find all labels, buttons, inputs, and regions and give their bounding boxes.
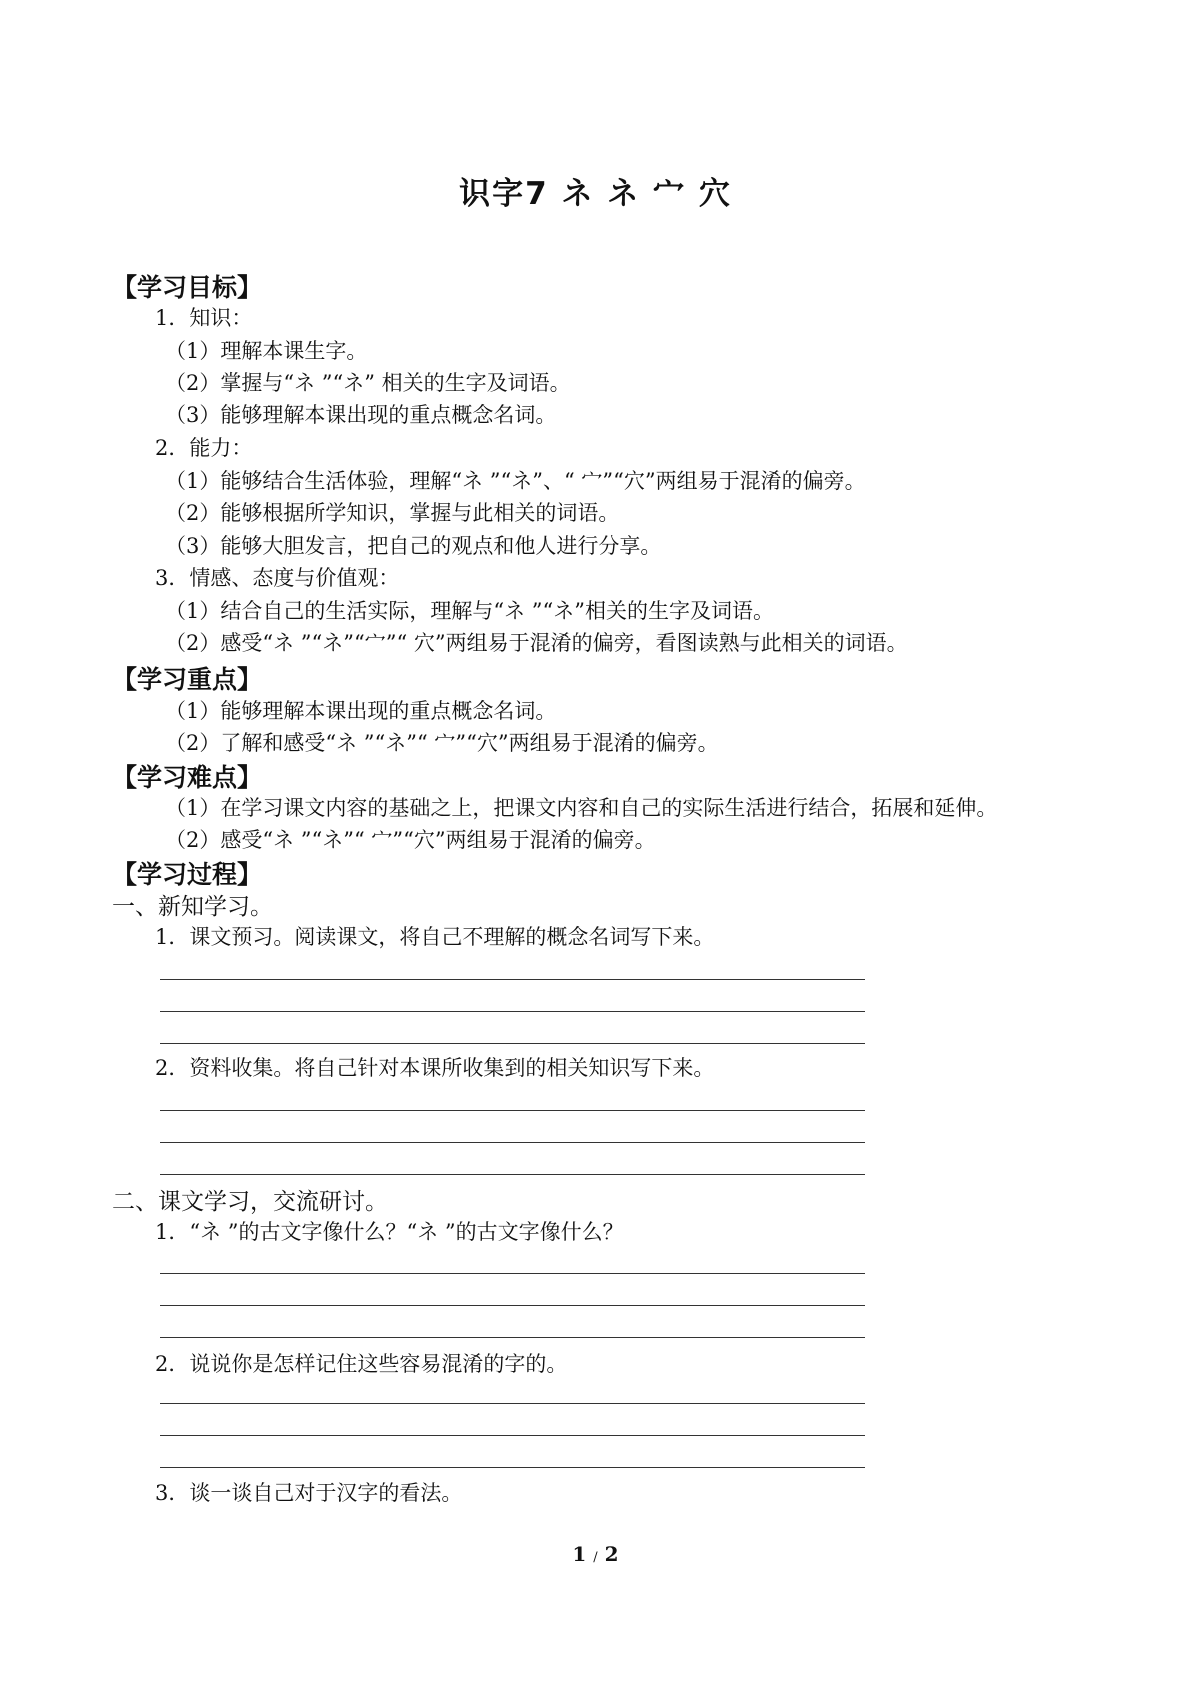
answer-line[interactable] [160,1043,865,1044]
answer-line[interactable] [160,1403,865,1404]
part1-question: 1．课文预习。阅读课文，将自己不理解的概念名词写下来。 [155,925,715,949]
answer-line[interactable] [160,1273,865,1274]
part1-title: 一、新知学习。 [112,894,273,920]
answer-line[interactable] [160,1011,865,1012]
answer-line[interactable] [160,1435,865,1436]
key-point-item: （2）了解和感受“ネ ”“ネ”“ 宀”“穴”两组易于混淆的偏旁。 [165,731,719,755]
knowledge-item: （2）掌握与“ネ ”“ネ” 相关的生字及词语。 [165,371,571,395]
knowledge-item: （3）能够理解本课出现的重点概念名词。 [165,403,557,427]
difficulty-item: （1）在学习课文内容的基础之上，把课文内容和自己的实际生活进行结合，拓展和延伸。 [165,796,998,820]
difficulties-heading: 【学习难点】 [112,763,263,792]
key-point-item: （1）能够理解本课出现的重点概念名词。 [165,699,557,723]
part1-question: 2．资料收集。将自己针对本课所收集到的相关知识写下来。 [155,1056,715,1080]
ability-label: 2．能力： [155,436,253,460]
answer-line[interactable] [160,979,865,980]
answer-line[interactable] [160,1110,865,1111]
difficulty-item: （2）感受“ネ ”“ネ”“ 宀”“穴”两组易于混淆的偏旁。 [165,828,656,852]
process-heading: 【学习过程】 [112,860,263,889]
page-separator: / [593,1550,598,1565]
part2-title: 二、课文学习，交流研讨。 [112,1189,388,1215]
answer-line[interactable] [160,1467,865,1468]
part2-question: 1．“ネ ”的古文字像什么？“ネ ”的古文字像什么？ [155,1220,624,1244]
answer-line[interactable] [160,1174,865,1175]
part2-question: 2．说说你是怎样记住这些容易混淆的字的。 [155,1352,568,1376]
key-points-heading: 【学习重点】 [112,665,263,694]
knowledge-label: 1．知识： [155,306,253,330]
attitude-label: 3．情感、态度与价值观： [155,566,400,590]
ability-item: （2）能够根据所学知识，掌握与此相关的词语。 [165,501,620,525]
knowledge-item: （1）理解本课生字。 [165,339,368,363]
answer-line[interactable] [160,1305,865,1306]
page-title: 识字7 ネ ネ 宀 穴 [459,176,732,212]
ability-item: （3）能够大胆发言，把自己的观点和他人进行分享。 [165,534,662,558]
page-current: 1 [572,1542,587,1566]
attitude-item: （2）感受“ネ ”“ネ”“宀”“ 穴”两组易于混淆的偏旁，看图读熟与此相关的词语。 [165,631,908,655]
answer-line[interactable] [160,1142,865,1143]
answer-line[interactable] [160,1337,865,1338]
ability-item: （1）能够结合生活体验，理解“ネ ”“ネ”、“ 宀”“穴”两组易于混淆的偏旁。 [165,469,866,493]
objectives-heading: 【学习目标】 [112,273,263,302]
part2-question: 3．谈一谈自己对于汉字的看法。 [155,1481,463,1505]
page-total: 2 [604,1542,619,1566]
attitude-item: （1）结合自己的生活实际，理解与“ネ ”“ネ”相关的生字及词语。 [165,599,774,623]
page-number [0,1542,1191,1566]
